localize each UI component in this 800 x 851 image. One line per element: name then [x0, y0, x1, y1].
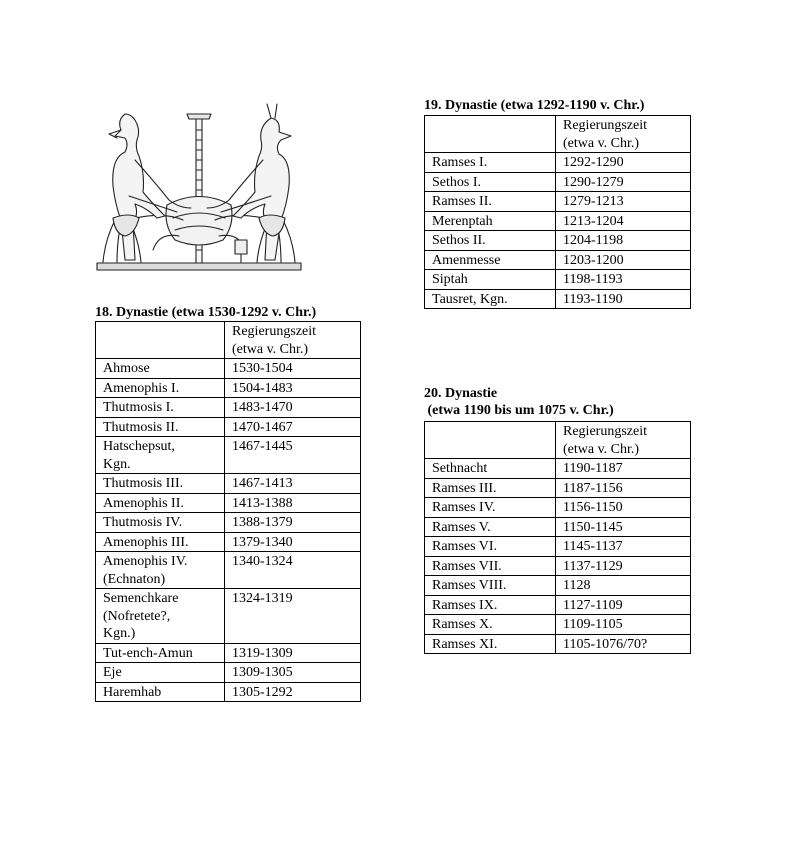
table-header-row	[425, 116, 691, 153]
reign-years-cell: 1290-1279	[556, 172, 691, 192]
column-header-reign: Regierungszeit (etwa v. Chr.)	[225, 322, 361, 359]
reign-years-cell: 1213-1204	[556, 211, 691, 231]
table-header-row	[425, 422, 691, 459]
table-row	[425, 211, 691, 231]
reign-years-cell: 1193-1190	[556, 289, 691, 309]
reign-years-cell: 1128	[556, 576, 691, 596]
pharaoh-name-cell: Thutmosis IV.	[96, 513, 225, 533]
pharaoh-name-cell: Amenmesse	[425, 250, 556, 270]
reign-years-cell: 1292-1290	[556, 153, 691, 173]
table-row	[425, 153, 691, 173]
table-row	[96, 378, 361, 398]
pharaoh-name-cell: Amenophis I.	[96, 378, 225, 398]
column-header-reign: Regierungszeit (etwa v. Chr.)	[556, 422, 691, 459]
pharaoh-name-cell: Thutmosis III.	[96, 474, 225, 494]
reign-years-cell: 1203-1200	[556, 250, 691, 270]
pharaoh-name-cell: Thutmosis II.	[96, 417, 225, 437]
reign-years-cell: 1379-1340	[225, 532, 361, 552]
header-blank-cell	[425, 422, 556, 459]
table-row	[96, 663, 361, 683]
table-row	[425, 556, 691, 576]
table-row	[96, 682, 361, 702]
reign-years-cell: 1530-1504	[225, 359, 361, 379]
reign-years-cell: 1204-1198	[556, 231, 691, 251]
reign-years-cell: 1150-1145	[556, 517, 691, 537]
table-row	[425, 172, 691, 192]
table-row	[96, 474, 361, 494]
reign-years-cell: 1413-1388	[225, 493, 361, 513]
table-row	[425, 250, 691, 270]
pharaoh-name-cell: Haremhab	[96, 682, 225, 702]
pharaoh-name-cell: Sethos II.	[425, 231, 556, 251]
pharaoh-name-cell: Amenophis III.	[96, 532, 225, 552]
pharaoh-name-cell: Ramses VIII.	[425, 576, 556, 596]
pharaoh-name-cell: Amenophis IV. (Echnaton)	[96, 552, 225, 589]
reign-years-cell: 1109-1105	[556, 615, 691, 635]
pharaoh-name-cell: Siptah	[425, 270, 556, 290]
table-row	[96, 643, 361, 663]
dynasty-20-table	[424, 421, 691, 654]
pharaoh-name-cell: Ramses VI.	[425, 537, 556, 557]
pharaoh-name-cell: Ramses IX.	[425, 595, 556, 615]
dynasty-19-heading: 19. Dynastie (etwa 1292-1190 v. Chr.)	[424, 98, 645, 113]
reign-years-cell: 1467-1413	[225, 474, 361, 494]
pharaoh-name-cell: Tausret, Kgn.	[425, 289, 556, 309]
reign-years-cell: 1340-1324	[225, 552, 361, 589]
table-row	[425, 231, 691, 251]
pharaoh-name-cell: Ramses II.	[425, 192, 556, 212]
pharaoh-name-cell: Ramses IV.	[425, 498, 556, 518]
table-row	[425, 537, 691, 557]
pharaoh-name-cell: Eje	[96, 663, 225, 683]
header-blank-cell	[96, 322, 225, 359]
pharaoh-name-cell: Ramses VII.	[425, 556, 556, 576]
table-row	[425, 289, 691, 309]
table-row	[96, 398, 361, 418]
pharaoh-name-cell: Ramses III.	[425, 478, 556, 498]
table-row	[425, 634, 691, 654]
pharaoh-name-cell: Ramses V.	[425, 517, 556, 537]
column-header-reign: Regierungszeit (etwa v. Chr.)	[556, 116, 691, 153]
reign-years-cell: 1470-1467	[225, 417, 361, 437]
reign-years-cell: 1145-1137	[556, 537, 691, 557]
pharaoh-name-cell: Semenchkare (Nofretete?, Kgn.)	[96, 589, 225, 644]
table-row	[425, 498, 691, 518]
reign-years-cell: 1198-1193	[556, 270, 691, 290]
table-row	[96, 532, 361, 552]
pharaoh-name-cell: Ahmose	[96, 359, 225, 379]
pharaoh-name-cell: Hatschepsut, Kgn.	[96, 437, 225, 474]
reign-years-cell: 1388-1379	[225, 513, 361, 533]
table-row	[96, 437, 361, 474]
pharaoh-name-cell: Ramses I.	[425, 153, 556, 173]
dynasty-19-table	[424, 115, 691, 309]
table-row	[425, 478, 691, 498]
pharaoh-name-cell: Sethnacht	[425, 459, 556, 479]
dynasty-18-table	[95, 321, 361, 702]
table-row	[425, 270, 691, 290]
table-row	[96, 589, 361, 644]
reign-years-cell: 1309-1305	[225, 663, 361, 683]
table-row	[425, 576, 691, 596]
header-blank-cell	[425, 116, 556, 153]
table-row	[425, 192, 691, 212]
reign-years-cell: 1190-1187	[556, 459, 691, 479]
table-header-row	[96, 322, 361, 359]
table-row	[425, 615, 691, 635]
table-row	[96, 552, 361, 589]
reign-years-cell: 1324-1319	[225, 589, 361, 644]
pharaoh-name-cell: Sethos I.	[425, 172, 556, 192]
table-row	[96, 417, 361, 437]
reign-years-cell: 1467-1445	[225, 437, 361, 474]
reign-years-cell: 1504-1483	[225, 378, 361, 398]
reign-years-cell: 1127-1109	[556, 595, 691, 615]
dynasty-20-heading: 20. Dynastie (etwa 1190 bis um 1075 v. Chr.)	[424, 386, 614, 418]
reign-years-cell: 1156-1150	[556, 498, 691, 518]
reign-years-cell: 1105-1076/70?	[556, 634, 691, 654]
pharaoh-name-cell: Ramses X.	[425, 615, 556, 635]
pharaoh-name-cell: Amenophis II.	[96, 493, 225, 513]
reign-years-cell: 1187-1156	[556, 478, 691, 498]
reign-years-cell: 1137-1129	[556, 556, 691, 576]
table-row	[425, 459, 691, 479]
table-row	[96, 359, 361, 379]
pharaoh-name-cell: Merenptah	[425, 211, 556, 231]
table-row	[425, 517, 691, 537]
reign-years-cell: 1305-1292	[225, 682, 361, 702]
table-row	[96, 493, 361, 513]
dynasty-18-heading: 18. Dynastie (etwa 1530-1292 v. Chr.)	[95, 305, 317, 320]
table-row	[425, 595, 691, 615]
reign-years-cell: 1279-1213	[556, 192, 691, 212]
table-row	[96, 513, 361, 533]
reign-years-cell: 1483-1470	[225, 398, 361, 418]
pharaoh-name-cell: Ramses XI.	[425, 634, 556, 654]
reign-years-cell: 1319-1309	[225, 643, 361, 663]
pharaoh-name-cell: Tut-ench-Amun	[96, 643, 225, 663]
pharaoh-name-cell: Thutmosis I.	[96, 398, 225, 418]
egyptian-relief-illustration	[95, 100, 303, 272]
